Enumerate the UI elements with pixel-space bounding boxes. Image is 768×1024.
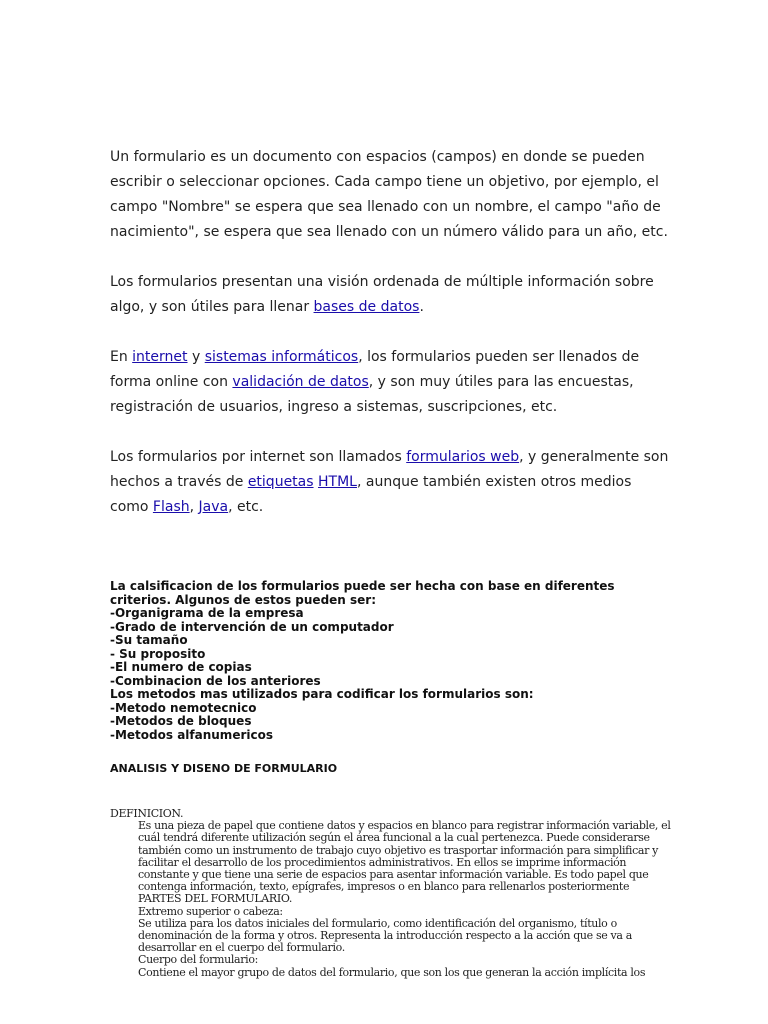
text-line: nacimiento", se espera que sea llenado con un número válido para un año, etc. — [110, 224, 668, 240]
definicion-line: constante y que tiene una serie de espacios para asentar información variable. Es todo papel que — [138, 868, 649, 882]
text-segment: y — [187, 349, 205, 365]
link-formularios-web[interactable]: formularios web — [406, 449, 520, 465]
link-sistemas-informaticos[interactable]: sistemas informáticos — [204, 349, 359, 365]
clasificacion-line: -Metodo nemotecnico — [110, 700, 257, 715]
text-line: Los formularios presentan una visión ordenada de múltiple información sobre — [110, 274, 654, 290]
link-etiquetas[interactable]: etiquetas — [247, 474, 314, 490]
link-java[interactable]: Java — [198, 499, 229, 515]
text-line: Un formulario es un documento con espacios (campos) en donde se pueden — [110, 149, 645, 165]
clasificacion-line: -El numero de copias — [110, 660, 252, 674]
clasificacion-line: -Grado de intervención de un computador — [110, 619, 394, 634]
text-segment: Los formularios por internet son llamados — [110, 449, 407, 465]
clasificacion-line: criterios. Algunos de estos pueden ser: — [110, 592, 377, 607]
partes-heading: PARTES DEL FORMULARIO. — [138, 892, 292, 906]
text-segment: forma online con — [110, 374, 233, 390]
text-segment: como — [110, 499, 153, 515]
definicion-line: Es una pieza de papel que contiene datos y espacios en blanco para registrar información variable, el — [138, 819, 671, 833]
text-segment: En — [110, 349, 133, 365]
clasificacion-line: Los metodos mas utilizados para codificar los formularios son: — [110, 687, 534, 701]
link-internet[interactable]: internet — [132, 349, 188, 365]
link-html[interactable]: HTML — [318, 474, 357, 490]
link-flash[interactable]: Flash — [152, 499, 190, 515]
clasificacion-line: -Metodos de bloques — [110, 714, 252, 728]
clasificacion-line: -Metodos alfanumericos — [110, 727, 273, 742]
intro-paragraph-3 — [110, 345, 670, 420]
definicion-line: contenga información, texto, epígrafes, impresos o en blanco para rellenarlos posteriormente — [138, 880, 630, 894]
definicion-line: facilitar el desarrollo de los procedimientos administrativos. En ellos se imprime información — [138, 855, 627, 869]
text-segment: , — [189, 499, 199, 515]
text-segment: . — [419, 299, 424, 315]
clasificacion-line: -Su tamaño — [110, 633, 188, 647]
intro-paragraph-4 — [110, 445, 670, 520]
text-line: escribir o seleccionar opciones. Cada campo tiene un objetivo, por ejemplo, el — [110, 174, 659, 190]
definicion-line: Contiene el mayor grupo de datos del formulario, que son los que generan la acción implícita los — [138, 965, 646, 979]
clasificacion-line: - Su proposito — [110, 646, 206, 661]
clasificacion-section — [110, 580, 670, 742]
link-bases-de-datos[interactable]: bases de datos — [313, 299, 420, 315]
definicion-line: cuál tendrá diferente utilización según el área funcional a la cual pertenezca. Puede considerarse — [138, 831, 650, 845]
definicion-section — [110, 808, 670, 979]
clasificacion-line: -Combinacion de los anteriores — [110, 673, 321, 688]
definicion-line: desarrollar en el cuerpo del formulario. — [138, 941, 345, 955]
text-line: registración de usuarios, ingreso a sistemas, suscripciones, etc. — [110, 399, 558, 415]
text-segment: , los formularios pueden ser llenados de — [358, 349, 640, 365]
definicion-title: DEFINICION. — [110, 807, 184, 820]
text-segment: hechos a través de — [110, 474, 248, 490]
intro-section — [110, 145, 670, 545]
text-segment: algo, y son útiles para llenar — [110, 299, 314, 315]
link-validacion-de-datos[interactable]: validación de datos — [232, 374, 369, 390]
extremo-superior-heading: Extremo superior o cabeza: — [138, 904, 283, 918]
clasificacion-line: -Organigrama de la empresa — [110, 606, 304, 620]
definicion-line: también como un instrumento de trabajo cuyo objetivo es trasportar información para simplificar y — [138, 843, 659, 857]
intro-paragraph-2 — [110, 270, 670, 320]
definicion-line: Se utiliza para los datos iniciales del formulario, como identificación del organismo, título o — [138, 916, 617, 930]
text-segment: , y son muy útiles para las encuestas, — [368, 374, 634, 390]
text-segment: , aunque también existen otros medios — [356, 474, 632, 490]
clasificacion-line: La calsificacion de los formularios puede ser hecha con base en diferentes — [110, 579, 615, 593]
intro-paragraph-1 — [110, 145, 670, 245]
definicion-line: denominación de la forma y otros. Representa la introducción respecto a la acción que se va a — [138, 929, 632, 943]
text-line: campo "Nombre" se espera que sea llenado con un nombre, el campo "año de — [110, 199, 661, 215]
analisis-heading: ANALISIS Y DISENO DE FORMULARIO — [110, 762, 338, 775]
cuerpo-heading: Cuerpo del formulario: — [138, 953, 258, 967]
text-segment: , etc. — [228, 499, 264, 515]
text-segment: , y generalmente son — [519, 449, 669, 465]
